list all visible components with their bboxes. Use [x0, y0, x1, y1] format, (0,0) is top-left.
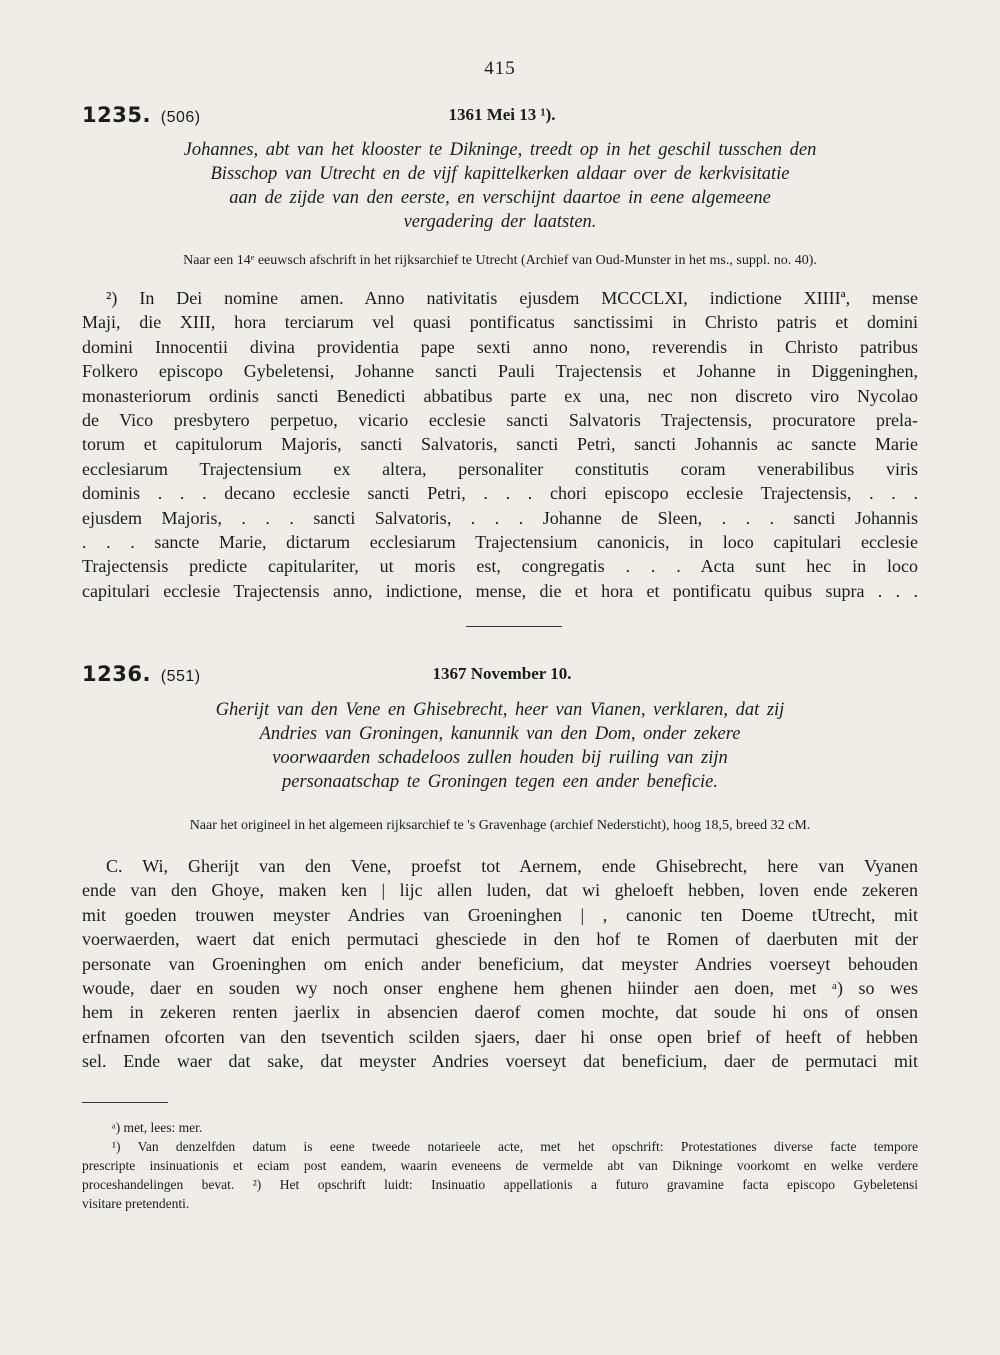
entry-summary-1235 [120, 138, 880, 234]
text-line: mit goeden trouwen meyster Andries van Groeninghen | , canonic ten Doeme tUtrecht, mit [82, 904, 918, 925]
text-line: Folkero episcopo Gybeletensi, Johanne sancti Pauli Trajectensis et Johanne in Diggeninghen, [82, 361, 918, 382]
entry-date: 1367 November 10. [432, 664, 572, 683]
source-note-1235: Naar een 14ᵉ eeuwsch afschrift in het rijksarchief te Utrecht (Archief van Oud-Munster in het ms., suppl. no. 40). [183, 253, 817, 268]
charter-text-1236 [82, 854, 918, 1074]
entry-summary-1236 [120, 698, 880, 794]
text-line: woude, daer en souden wy noch onser enghene hem ghenen hiinder aen doen, met ᵃ) so wes [82, 977, 918, 998]
text-line: C. Wi, Gherijt van den Vene, proefst tot Aernem, ende Ghisebrecht, here van Vyanen [106, 856, 918, 876]
text-line: ecclesiarum Trajectensium ex altera, personaliter constitutis coram venerabilibus viris [82, 458, 918, 479]
entry-header-1235 [82, 103, 922, 133]
footnote-rule [82, 1102, 168, 1103]
summary-line: voorwaarden schadeloos zullen houden bij ruiling van zijn [272, 748, 728, 768]
text-line: hem in zekeren renten jaerlix in absencien daerof comen mochte, dat soude hi ons of onsen [82, 1002, 918, 1023]
entry-number-text: 1236. [82, 662, 151, 686]
footnote-line: ¹) Van denzelfden datum is eene tweede notarieele acte, met het opschrift: Protestationes diverse facte tempore [112, 1139, 918, 1154]
footnote-line: proceshandelingen bevat. ²) Het opschrift luidt: Insinuatio appellationis a futuro gravamine facta episcopo Gybeletensi [82, 1177, 918, 1192]
entry-date: 1361 Mei 13 ¹). [448, 105, 556, 124]
entry-reference: (551) [160, 668, 201, 685]
summary-line: Andries van Groningen, kanunnik van den Dom, onder zekere [259, 724, 741, 744]
text-line: dominis . . . decano ecclesie sancti Petri, . . . chori episcopo ecclesie Trajectensis, . . . [82, 483, 918, 504]
text-line: capitulari ecclesie Trajectensis anno, indictione, mense, die et hora et pontificatu quibus supra . . . [82, 580, 918, 601]
text-line: de Vico presbytero perpetuo, vicario ecclesie sancti Salvatoris Trajectensis, procuratore prela- [82, 409, 918, 430]
entry-reference: (506) [160, 109, 201, 126]
summary-line: personaatschap te Groningen tegen een ander beneficie. [281, 772, 719, 792]
text-line: domini Innocentii divina providentia pape sexti anno nono, reverendis in Christo patribus [82, 336, 918, 357]
text-line: Maji, die XIII, hora terciarum vel quasi pontificatus sanctissimi in Christo patris et domini [82, 312, 918, 333]
source-note-1236: Naar het origineel in het algemeen rijksarchief te 's Gravenhage (archief Nedersticht), hoog 18,5, breed 32 cM. [189, 818, 811, 833]
entry-header-1236 [82, 662, 922, 692]
text-line: sel. Ende waer dat sake, dat meyster Andries voerseyt dat beneficium, daer de permutaci mit [82, 1051, 918, 1072]
summary-line: vergadering der laatsten. [403, 212, 597, 232]
summary-line: Gherijt van den Vene en Ghisebrecht, heer van Vianen, verklaren, dat zij [215, 700, 785, 720]
text-line: monasteriorum ordinis sancti Benedicti abbatibus parte ex una, nec non discreto viro Nycolao [82, 385, 918, 406]
text-line: Trajectensis predicte capitulariter, ut moris est, congregatis . . . Acta sunt hec in loco [82, 556, 918, 577]
text-line: ejusdem Majoris, . . . sancti Salvatoris, . . . Johanne de Sleen, . . . sancti Johannis [82, 507, 918, 528]
footnote-line: ᵃ) met, lees: mer. [112, 1120, 203, 1135]
summary-line: Bisschop van Utrecht en de vijf kapittelkerken aldaar over de kerkvisitatie [210, 164, 790, 184]
page-number: 415 [484, 58, 516, 79]
footnote-line: visitare pretendenti. [82, 1196, 190, 1211]
text-line: ende van den Ghoye, maken ken | lijc allen luden, dat wi gheloeft hebben, loven ende zekeren [82, 880, 918, 901]
text-line: personate van Groeninghen om enich ander beneficium, dat meyster Andries voerseyt behouden [82, 953, 918, 974]
entry-number-text: 1235. [82, 103, 151, 127]
text-line: torum et capitulorum Majoris, sancti Salvatoris, sancti Petri, sancti Johannis ac sancte Marie [82, 434, 918, 455]
section-divider [466, 626, 562, 627]
summary-line: aan de zijde van den eerste, en verschijnt daartoe in eene algemeene [229, 188, 771, 208]
summary-line: Johannes, abt van het klooster te Dikninge, treedt op in het geschil tusschen den [183, 140, 817, 160]
charter-text-1235 [82, 286, 918, 603]
footnote-line: prescripte insinuationis et eciam post eandem, waarin eveneens de vermelde abt van Dikninge voorkomt en welke verdere [82, 1158, 918, 1173]
text-line: . . . sancte Marie, dictarum ecclesiarum Trajectensium canonicis, in loco capitulari ecclesie [82, 531, 918, 552]
text-line: voerwaerden, waert dat enich permutaci ghesciede in den hof te Romen of daerbuten mit der [82, 929, 918, 950]
text-line: erfnamen ofcorten van den tseventich scilden sjaers, daer hi onse open brief of heeft of hebben [82, 1026, 918, 1047]
footnotes [82, 1118, 918, 1213]
text-line: ²) In Dei nomine amen. Anno nativitatis ejusdem MCCCLXI, indictione XIIIIª, mense [106, 288, 918, 308]
